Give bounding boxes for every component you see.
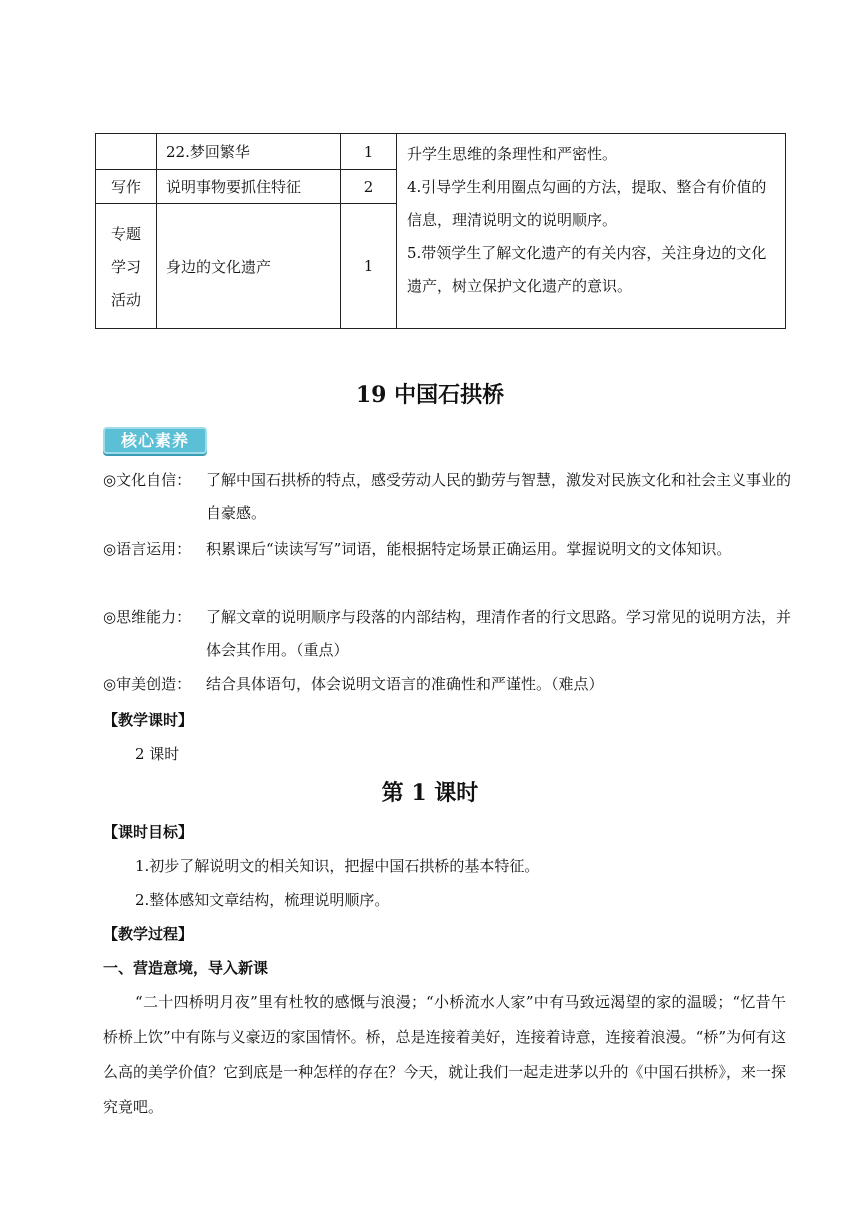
literacy-item xyxy=(103,601,793,667)
type-line: 专题 xyxy=(110,224,141,243)
objective-item: 1.初步了解说明文的相关知识，把握中国石拱桥的基本特征。 xyxy=(135,857,540,875)
goal-line: 5.带领学生了解文化遗产的有关内容，关注身边的文化遗产，树立保护文化遗产的意识。 xyxy=(407,244,767,295)
process-heading: 【教学过程】 xyxy=(103,925,194,943)
hours-heading: 【教学课时】 xyxy=(103,711,194,729)
topic-cell: 22.梦回繁华 xyxy=(157,134,341,170)
type-line: 活动 xyxy=(110,290,141,309)
hours-cell: 1 xyxy=(341,204,397,329)
type-line: 学习 xyxy=(110,257,141,276)
hours-cell: 2 xyxy=(341,170,397,204)
literacy-item xyxy=(103,668,793,701)
literacy-item xyxy=(103,464,793,530)
literacy-label: ◎文化自信： xyxy=(103,471,192,489)
topic-cell: 说明事物要抓住特征 xyxy=(157,170,341,204)
literacy-text: 积累课后“读读写写”词语，能根据特定场景正确运用。掌握说明文的文体知识。 xyxy=(206,540,732,558)
literacy-label: ◎语言运用： xyxy=(103,540,192,558)
literacy-item xyxy=(103,533,793,566)
hours-value: 2 课时 xyxy=(135,745,180,763)
literacy-text: 结合具体语句，体会说明文语言的准确性和严谨性。（难点） xyxy=(206,675,604,693)
period-title: 第 1 课时 xyxy=(381,780,479,806)
objectives-heading: 【课时目标】 xyxy=(103,823,194,841)
goal-line: 4.引导学生利用圈点勾画的方法，提取、整合有价值的信息，理清说明文的说明顺序。 xyxy=(407,178,767,229)
goal-line: 升学生思维的条理性和严密性。 xyxy=(407,145,618,163)
type-cell xyxy=(96,134,157,170)
topic-cell: 身边的文化遗产 xyxy=(157,204,341,329)
type-cell xyxy=(96,204,157,329)
table-row xyxy=(96,134,786,170)
goals-cell xyxy=(397,134,786,329)
literacy-label: ◎审美创造： xyxy=(103,675,192,693)
literacy-text: 了解中国石拱桥的特点，感受劳动人民的勤劳与智慧，激发对民族文化和社会主义事业的自豪感。 xyxy=(206,471,792,522)
core-literacy-badge: 核心素养 xyxy=(103,427,207,454)
hours-cell: 1 xyxy=(341,134,397,170)
objective-item: 2.整体感知文章结构，梳理说明顺序。 xyxy=(135,891,390,909)
unit-plan-table xyxy=(95,133,786,329)
literacy-text: 了解文章的说明顺序与段落的内部结构，理清作者的行文思路。学习常见的说明方法，并体会其作用。（重点） xyxy=(206,608,792,659)
type-cell: 写作 xyxy=(96,170,157,204)
intro-paragraph: “二十四桥明月夜”里有杜牧的感慨与浪漫；“小桥流水人家”中有马致远渴望的家的温暖；“忆昔午桥桥上饮”中有陈与义豪迈的家国情怀。桥，总是连接着美好，连接着诗意，连接着浪漫。“桥”为何有这么高的美学价值？它到底是一种怎样的存在？今天，就让我们一起走进茅以升的《中国石拱桥》，来一探究竟吧。 xyxy=(103,993,787,1116)
literacy-label: ◎思维能力： xyxy=(103,608,192,626)
step-heading: 一、营造意境，导入新课 xyxy=(103,959,269,977)
lesson-title: 19 中国石拱桥 xyxy=(355,382,505,408)
